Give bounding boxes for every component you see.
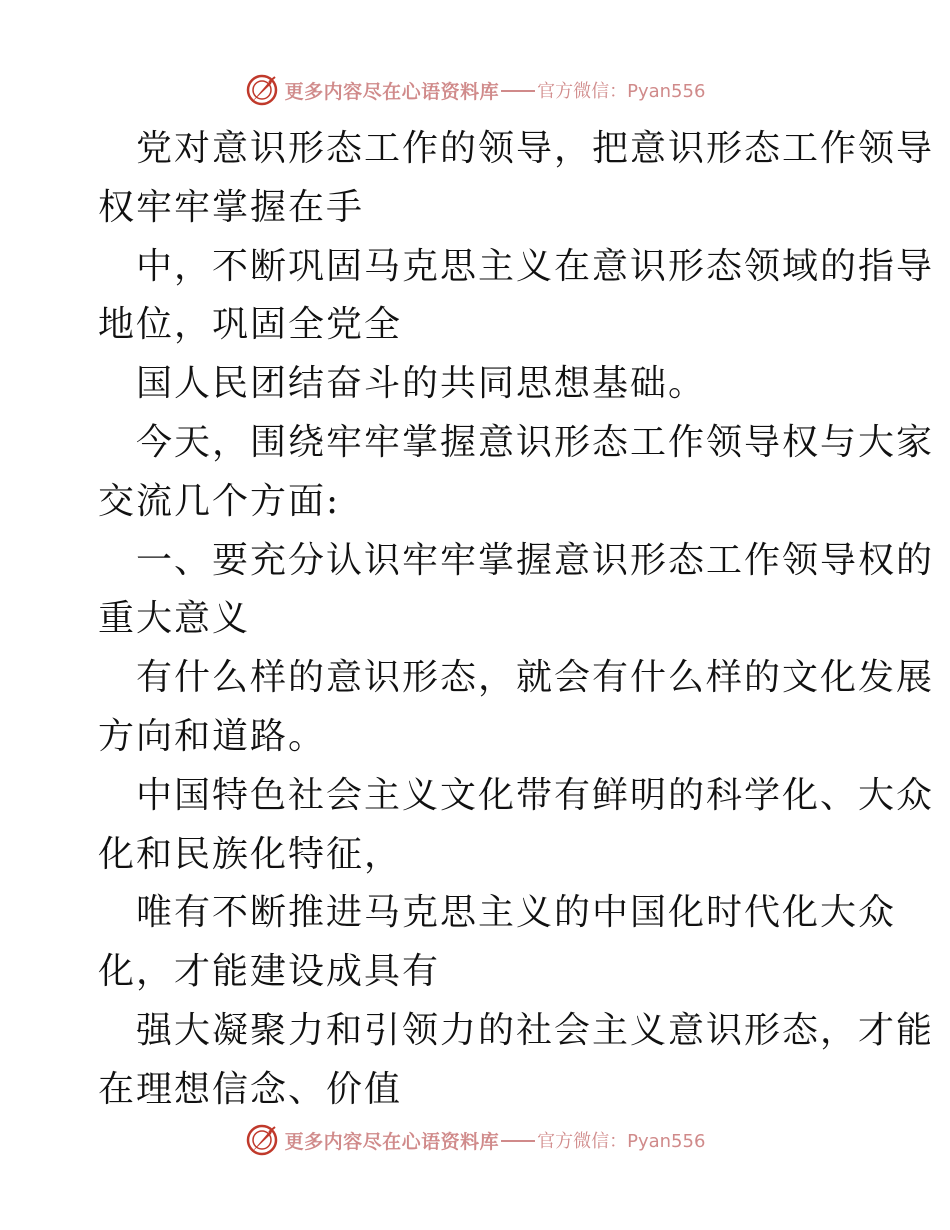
- paragraph-line: 重大意义: [98, 598, 251, 640]
- paragraph-line: 权牢牢掌握在手: [98, 186, 365, 228]
- header-watermark-banner: [0, 70, 950, 110]
- banner-wechat-text: 官方微信：Pyan556: [537, 1131, 706, 1152]
- paragraph-line: 有什么样的意识形态，就会有什么样的文化发展: [136, 657, 935, 699]
- document-body: [98, 120, 935, 1120]
- paragraph-line: 交流几个方面:: [98, 480, 341, 522]
- paragraph-line: 化，才能建设成具有: [98, 951, 441, 993]
- paragraph: [98, 238, 935, 356]
- banner-wechat-text: 官方微信：Pyan556: [537, 81, 706, 102]
- footer-watermark-banner: [0, 1120, 950, 1160]
- banner-dash: [499, 1129, 537, 1151]
- section-heading: [98, 532, 935, 650]
- paragraph-line: 在理想信念、价值: [98, 1068, 403, 1110]
- paragraph: [98, 355, 858, 414]
- quill-pen-logo-icon: [245, 73, 279, 107]
- banner-promo-text: 更多内容尽在心语资料库: [284, 1130, 500, 1153]
- paragraph: [98, 414, 935, 532]
- paragraph-line: 国人民团结奋斗的共同思想基础。: [136, 363, 707, 405]
- paragraph-line: 化和民族化特征，: [98, 833, 403, 875]
- banner-promo-text: 更多内容尽在心语资料库: [284, 80, 500, 103]
- paragraph: [98, 884, 897, 1002]
- paragraph: [98, 1002, 935, 1120]
- paragraph: [98, 767, 935, 885]
- paragraph-line: 强大凝聚力和引领力的社会主义意识形态，才能: [136, 1009, 935, 1051]
- paragraph: [98, 120, 935, 238]
- paragraph-line: 唯有不断推进马克思主义的中国化时代化大众: [136, 892, 897, 934]
- paragraph-line: 中国特色社会主义文化带有鲜明的科学化、大众: [136, 774, 935, 816]
- quill-pen-logo-icon: [245, 1123, 279, 1157]
- paragraph: [98, 649, 935, 767]
- paragraph-line: 中，不断巩固马克思主义在意识形态领域的指导: [136, 245, 935, 287]
- paragraph-line: 方向和道路。: [98, 715, 327, 757]
- banner-dash: [499, 79, 537, 101]
- paragraph-line: 党对意识形态工作的领导，把意识形态工作领导: [136, 128, 935, 169]
- paragraph-line: 今天，围绕牢牢掌握意识形态工作领导权与大家: [136, 421, 935, 463]
- paragraph-line: 地位，巩固全党全: [98, 304, 403, 346]
- paragraph-line: 一、要充分认识牢牢掌握意识形态工作领导权的: [136, 539, 935, 581]
